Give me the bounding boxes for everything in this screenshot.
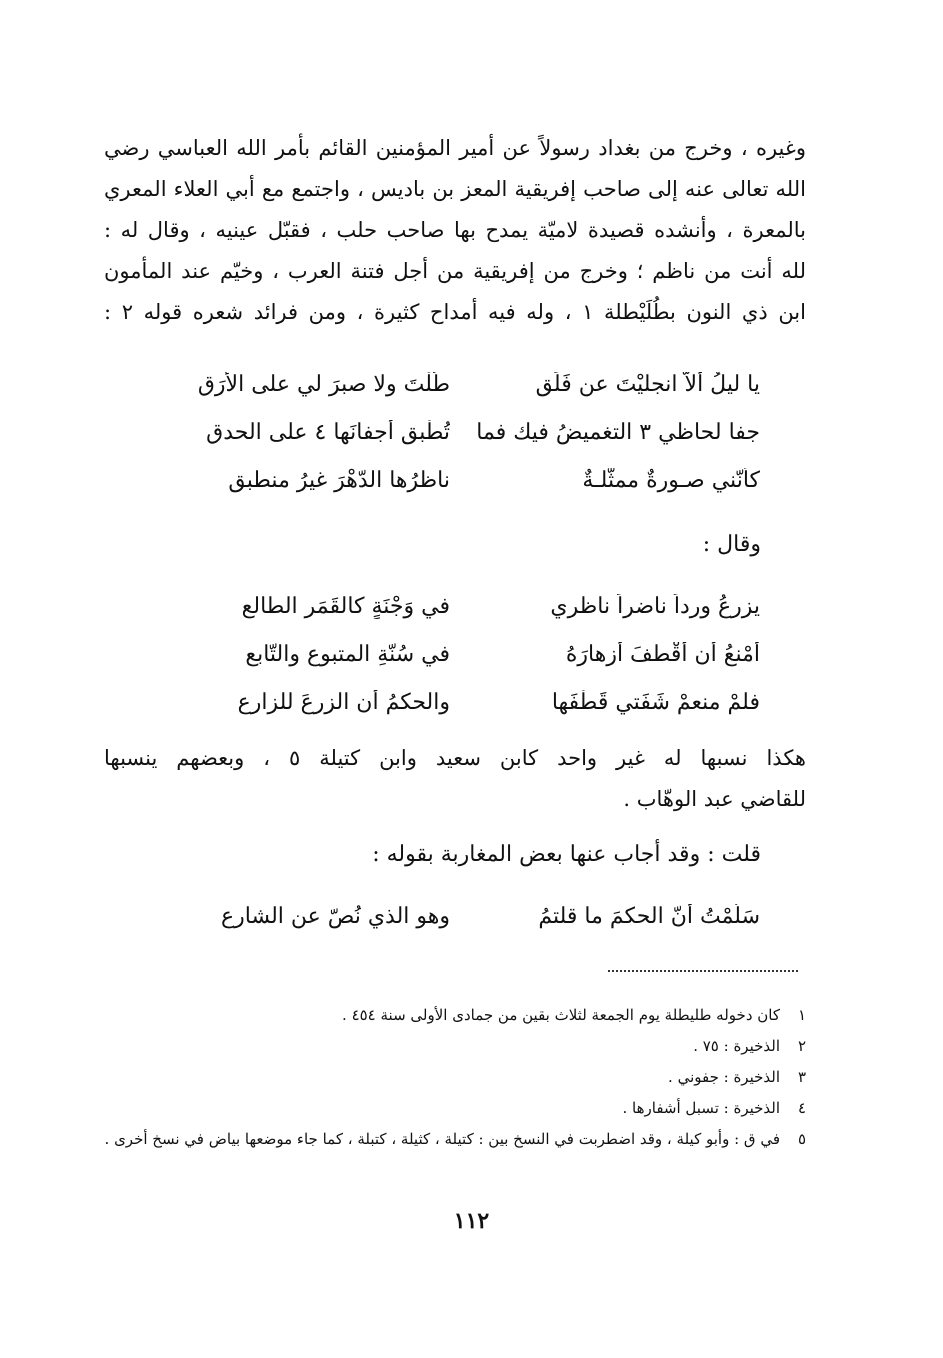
footnote-text: الذخيرة : جفوني . [668,1068,780,1086]
verse-first-hemistich: يا ليلُ ألاّ انجليْتَ عن فَلَقِ [535,371,760,397]
page-number: ١١٢ [453,1208,490,1234]
verse-second-hemistich: وهو الذي نُصّ عن الشارعِ [221,903,450,929]
verse-row [150,360,760,408]
verse-row [150,582,760,630]
verse-first-hemistich: فلمْ منعمْ شَفَتي قَطْفَها [551,689,760,715]
footnote-number: ٤ [797,1099,806,1117]
footnote-number: ٣ [797,1068,806,1086]
verse-first-hemistich: أمْنعُ أن أقْطفَ أزهارَهُ [565,641,760,667]
verse-first-hemistich: يزرعُ ورداً ناضراً ناظري [550,593,760,619]
footnote-number: ٢ [797,1037,806,1055]
said-heading: وقال : [702,532,761,557]
attribution-line: للقاضي عبد الوهّاب . [623,787,806,811]
footnote [104,1062,806,1093]
footnote [104,1031,806,1062]
verse-second-hemistich: ناظرُها الدّهْرَ غيرُ منطبقِ [228,467,450,493]
poem-one [150,360,760,504]
intro-line: ابن ذي النون بطُلَيْطلة ١ ، وله فيه أمداح كثيرة ، ومن فرائد شعره قوله ٢ : [104,300,806,324]
verse-row [150,678,760,726]
verse-row [150,630,760,678]
poem-two [150,582,760,726]
verse-second-hemistich: في وَجْنَةٍ كالقَمَرِ الطالعِ [241,593,450,619]
footnote-text: في ق : وأبو كيلة ، وقد اضطربت في النسخ بين : كتيلة ، كثيلة ، كتبلة ، كما جاء موضعها بياض في نسخ أخرى . [104,1130,780,1148]
footnotes [104,1000,806,1155]
reply-intro: قلت : وقد أجاب عنها بعض المغاربة بقوله : [372,842,761,867]
intro-line: الله تعالى عنه إلى صاحب إفريقية المعز بن باديس ، واجتمع مع أبي العلاء المعري [104,177,806,201]
footnote-number: ٥ [797,1130,806,1148]
footnote-text: كان دخوله طليطلة يوم الجمعة لثلاث بقين من جمادى الأولى سنة ٤٥٤ . [342,1006,780,1024]
verse-row [150,892,760,940]
intro-line: بالمعرة ، وأنشده قصيدة لاميّة يمدح بها صاحب حلب ، فقبّل عينيه ، وقال له : [104,218,806,242]
footnote-text: الذخيرة : تسبل أشفارها . [622,1099,780,1117]
verse-second-hemistich: طُلْتَ ولا صبرَ لي على الأرَقِ [197,371,450,397]
verse-first-hemistich: جفا لحاظي ٣ التغميضُ فيك فما [476,419,760,445]
verse-row [150,456,760,504]
footnote [104,1124,806,1155]
verse-second-hemistich: في سُنّةِ المتبوعِ والتّابعِ [245,641,450,667]
footnote-separator [608,970,798,972]
intro-paragraph [104,128,806,333]
footnote [104,1000,806,1031]
footnote-number: ١ [797,1006,806,1024]
intro-line: لله أنت من ناظم ؛ وخرج من إفريقية من أجل فتنة العرب ، وخيّم عند المأمون [104,259,806,283]
verse-second-hemistich: والحكمُ أن الزرعَ للزارعِ [237,689,450,715]
attribution-line: هكذا نسبها له غير واحد كابن سعيد وابن كتيلة ٥ ، وبعضهم ينسبها [104,746,806,770]
footnote [104,1093,806,1124]
footnote-text: الذخيرة : ٧٥ . [693,1037,780,1055]
verse-first-hemistich: كأنّني صـورةٌ ممثّلـةٌ [582,467,760,493]
attribution-paragraph [104,738,806,820]
intro-line: وغيره ، وخرج من بغداد رسولاً عن أمير المؤمنين القائم بأمر الله العباسي رضي [104,136,806,160]
verse-row [150,408,760,456]
verse-first-hemistich: سَلّمْتُ أنّ الحكمَ ما قلتمُ [538,903,760,929]
verse-second-hemistich: تُطْبق أجفانَها ٤ على الحدقِ [206,419,450,445]
reply-poem [150,892,760,940]
